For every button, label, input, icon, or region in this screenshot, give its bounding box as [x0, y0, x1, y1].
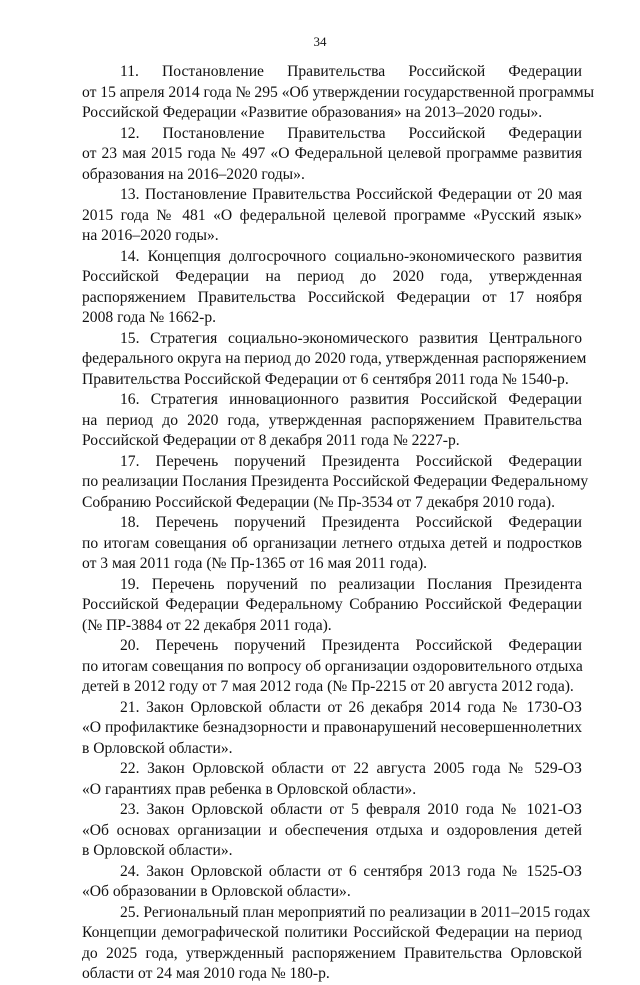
list-item-line: 2015 года № 481 «О федеральной целевой программе «Русский язык» — [82, 206, 582, 224]
document-body — [82, 62, 595, 985]
list-item — [82, 698, 582, 760]
list-item-line: 19. Перечень поручений по реализации Послания Президента — [120, 575, 582, 593]
list-item-line: в Орловской области». — [82, 842, 233, 859]
list-item — [82, 62, 595, 124]
list-item-line: 2008 года № 1662-р. — [82, 309, 217, 326]
list-item-line: по итогам совещания по вопросу об организации оздоровительного отдыха — [82, 657, 583, 675]
list-item-line: Российской Федерации от 8 декабря 2011 года № 2227-р. — [82, 432, 460, 449]
list-item — [82, 247, 582, 329]
list-item-line: распоряжением Правительства Российской Федерации от 17 ноября — [82, 288, 582, 306]
list-item-line: федерального округа на период до 2020 года, утвержденная распоряжением — [82, 350, 587, 367]
list-item — [82, 575, 582, 637]
list-item-line: «Об основах организации и обеспечения отдыха и оздоровления детей — [82, 821, 582, 839]
list-item-line: 21. Закон Орловской области от 26 декабря 2014 года № 1730-ОЗ — [120, 698, 582, 716]
list-item-line: 25. Региональный план мероприятий по реализации в 2011–2015 годах — [120, 903, 591, 921]
list-item-line: «О профилактике безнадзорности и правонарушений несовершеннолетних — [82, 719, 582, 736]
list-item-line: 12. Постановление Правительства Российской Федерации — [120, 124, 582, 142]
list-item-line: 11. Постановление Правительства Российской Федерации — [120, 63, 582, 80]
list-item-line: детей в 2012 году от 7 мая 2012 года (№ Пр-2215 от 20 августа 2012 года). — [82, 678, 574, 695]
list-item-line: 15. Стратегия социально-экономического развития Центрального — [120, 329, 582, 347]
list-item-line: 20. Перечень поручений Президента Российской Федерации — [120, 637, 582, 654]
list-item-line: «Об образовании в Орловской области». — [82, 883, 351, 900]
list-item-line: (№ ПР-3884 от 22 декабря 2011 года). — [82, 616, 332, 634]
list-item-line: 16. Стратегия инновационного развития Российской Федерации — [120, 391, 582, 408]
list-item-line: 23. Закон Орловской области от 5 февраля 2010 года № 1021-ОЗ — [120, 801, 582, 818]
list-item — [82, 513, 582, 575]
list-item-line: «О гарантиях прав ребенка в Орловской области». — [82, 780, 417, 798]
list-item-line: на 2016–2020 годы». — [82, 227, 219, 244]
list-item — [82, 124, 582, 186]
list-item-line: Правительства Российской Федерации от 6 сентября 2011 года № 1540-р. — [82, 370, 569, 388]
list-item-line: до 2025 года, утвержденный распоряжением Правительства Орловской — [82, 944, 582, 962]
list-item — [82, 390, 582, 452]
list-item-line: области от 24 мая 2010 года № 180-р. — [82, 965, 330, 982]
list-item — [82, 185, 582, 247]
list-item-line: от 3 мая 2011 года (№ Пр-1365 от 16 мая 2011 года). — [82, 555, 428, 572]
list-item-line: по итогам совещания об организации летнего отдыха детей и подростков — [82, 534, 582, 552]
list-item-line: 22. Закон Орловской области от 22 августа 2005 года № 529-ОЗ — [120, 760, 582, 777]
list-item-line: Собранию Российской Федерации (№ Пр-3534 от 7 декабря 2010 года). — [82, 493, 555, 511]
page-number: 34 — [313, 34, 327, 49]
list-item-line: образования на 2016–2020 годы». — [82, 165, 305, 183]
list-item-line: в Орловской области». — [82, 739, 233, 757]
list-item-line: Российской Федерации на период до 2020 года, утвержденная — [82, 268, 582, 285]
list-item — [82, 759, 582, 800]
list-item — [82, 636, 582, 698]
list-item-line: Российской Федерации Федеральному Собранию Российской Федерации — [82, 596, 582, 613]
list-item-line: Концепции демографической политики Российской Федерации на период — [82, 924, 582, 941]
list-item — [82, 452, 589, 514]
list-item-line: 13. Постановление Правительства Российской Федерации от 20 мая — [120, 186, 582, 203]
list-item-line: 24. Закон Орловской области от 6 сентября 2013 года № 1525-ОЗ — [120, 862, 582, 880]
list-item — [82, 903, 591, 985]
list-item-line: по реализации Послания Президента Российской Федерации Федеральному — [82, 473, 589, 490]
list-item — [82, 329, 587, 391]
list-item-line: 14. Концепция долгосрочного социально-экономического развития — [120, 247, 582, 265]
list-item — [82, 862, 582, 903]
list-item — [82, 800, 582, 862]
list-item-line: 18. Перечень поручений Президента Российской Федерации — [120, 514, 582, 531]
list-item-line: 17. Перечень поручений Президента Российской Федерации — [120, 452, 582, 470]
list-item-line: на период до 2020 года, утвержденная распоряжением Правительства — [82, 411, 582, 429]
list-item-line: от 23 мая 2015 года № 497 «О Федеральной целевой программе развития — [82, 145, 582, 162]
list-item-line: от 15 апреля 2014 года № 295 «Об утверждении государственной программы — [82, 83, 595, 101]
list-item-line: Российской Федерации «Развитие образования» на 2013–2020 годы». — [82, 104, 543, 121]
